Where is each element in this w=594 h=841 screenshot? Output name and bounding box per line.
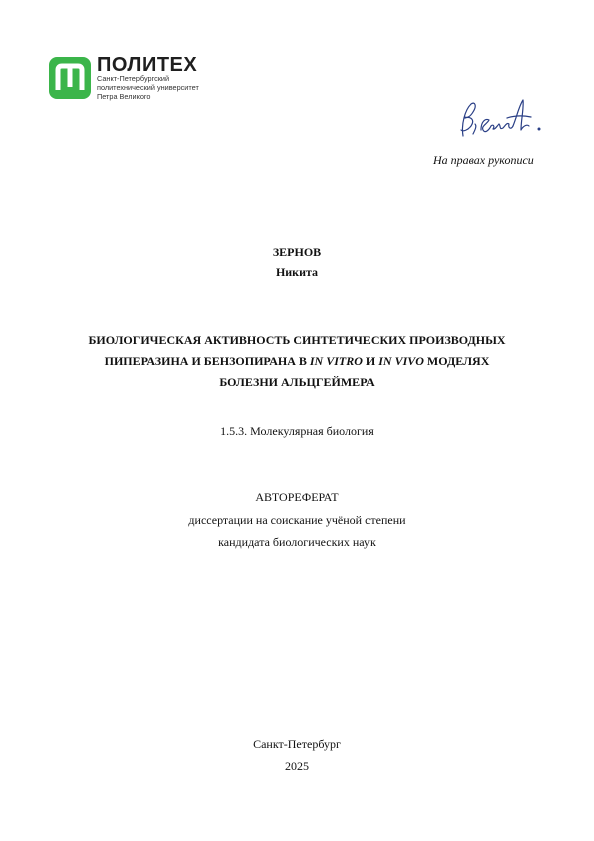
politech-logo-icon <box>49 57 91 99</box>
title-text: И <box>362 354 379 368</box>
handwritten-signature <box>451 96 545 146</box>
title-text: ПИПЕРАЗИНА И БЕНЗОПИРАНА В <box>104 354 310 368</box>
abstract-description-line-1: диссертации на соискание учёной степени <box>188 513 406 527</box>
logo-subtitle-line-3: Петра Великого <box>97 92 151 101</box>
publication-year: 2025 <box>285 759 309 773</box>
title-in-vitro: IN VITRO <box>309 354 363 368</box>
author-surname: ЗЕРНОВ <box>272 245 322 259</box>
logo-subtitle-line-2: политехнический университет <box>97 83 199 92</box>
title-in-vivo: IN VIVO <box>378 354 424 368</box>
manuscript-rights-note: На правах рукописи <box>433 153 534 167</box>
dissertation-title-line-1: БИОЛОГИЧЕСКАЯ АКТИВНОСТЬ СИНТЕТИЧЕСКИХ ПРОИЗВОДНЫХ <box>88 333 506 347</box>
logo-subtitle-line-1: Санкт-Петербургский <box>97 74 170 83</box>
dissertation-title-line-2 <box>0 354 594 369</box>
specialty-code: 1.5.3. Молекулярная биология <box>220 424 374 438</box>
logo-name: ПОЛИТЕХ <box>97 54 198 76</box>
author-name: Никита <box>275 265 319 279</box>
abstract-description-line-2: кандидата биологических наук <box>218 535 376 549</box>
publication-city: Санкт-Петербург <box>253 737 341 751</box>
title-text: МОДЕЛЯХ <box>423 354 490 368</box>
dissertation-title-line-3: БОЛЕЗНИ АЛЬЦГЕЙМЕРА <box>219 375 375 389</box>
abstract-heading: АВТОРЕФЕРАТ <box>255 490 339 504</box>
